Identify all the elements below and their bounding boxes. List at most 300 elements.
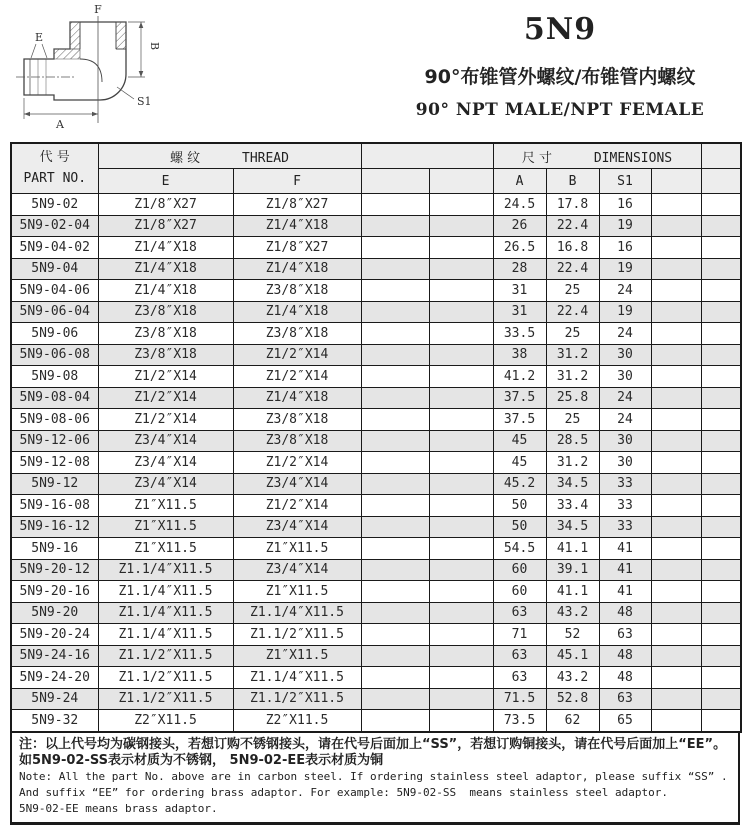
dim-a-cell: 26.5 xyxy=(493,237,546,259)
dim-b-cell: 25 xyxy=(546,280,599,302)
dim-label-a: A xyxy=(56,118,64,131)
thread-f-cell: Z1″X11.5 xyxy=(233,645,361,667)
dim-a-cell: 28 xyxy=(493,258,546,280)
dim-s1-cell: 24 xyxy=(599,280,651,302)
header-thread-en: THREAD xyxy=(242,150,289,166)
table-row xyxy=(11,452,741,474)
thread-f-cell: Z1/2″X14 xyxy=(233,344,361,366)
part-no-cell: 5N9-08 xyxy=(11,366,98,388)
thread-e-cell: Z1.1/2″X11.5 xyxy=(98,667,233,689)
spacer-cell xyxy=(361,495,429,517)
spacer-cell xyxy=(701,667,741,689)
part-no-cell: 5N9-16-08 xyxy=(11,495,98,517)
spacer-cell xyxy=(701,516,741,538)
thread-e-cell: Z1.1/2″X11.5 xyxy=(98,688,233,710)
dim-b-cell: 16.8 xyxy=(546,237,599,259)
spacer-cell xyxy=(429,280,493,302)
spacer-cell xyxy=(651,645,701,667)
spacer-cell xyxy=(361,688,429,710)
thread-e-cell: Z1/4″X18 xyxy=(98,258,233,280)
dim-b-cell: 41.1 xyxy=(546,538,599,560)
spacer-cell xyxy=(651,581,701,603)
header-part-no-cn: 代 号 xyxy=(39,149,70,165)
table-row xyxy=(11,430,741,452)
col-header-a: A xyxy=(493,169,546,194)
thread-f-cell: Z3/8″X18 xyxy=(233,280,361,302)
spacer-cell xyxy=(429,258,493,280)
dim-label-s1: S1 xyxy=(137,95,152,108)
thread-f-cell: Z1/4″X18 xyxy=(233,258,361,280)
spacer-cell xyxy=(651,194,701,216)
col-header-s1: S1 xyxy=(599,169,651,194)
col-header-f: F xyxy=(233,169,361,194)
dim-a-cell: 60 xyxy=(493,581,546,603)
thread-e-cell: Z1.1/4″X11.5 xyxy=(98,602,233,624)
dim-s1-cell: 30 xyxy=(599,366,651,388)
part-no-cell: 5N9-24-16 xyxy=(11,645,98,667)
table-row xyxy=(11,559,741,581)
part-no-cell: 5N9-04-06 xyxy=(11,280,98,302)
dim-b-cell: 52 xyxy=(546,624,599,646)
spacer-cell xyxy=(651,301,701,323)
part-no-cell: 5N9-32 xyxy=(11,710,98,732)
dim-b-cell: 22.4 xyxy=(546,301,599,323)
part-no-cell: 5N9-16 xyxy=(11,538,98,560)
dim-a-cell: 31 xyxy=(493,280,546,302)
dim-s1-cell: 16 xyxy=(599,194,651,216)
thread-f-cell: Z1.1/2″X11.5 xyxy=(233,624,361,646)
spacer-cell xyxy=(361,581,429,603)
table-row xyxy=(11,237,741,259)
thread-e-cell: Z3/4″X14 xyxy=(98,473,233,495)
thread-f-cell: Z3/4″X14 xyxy=(233,516,361,538)
spacer-cell xyxy=(651,688,701,710)
table-row xyxy=(11,516,741,538)
dim-a-cell: 24.5 xyxy=(493,194,546,216)
col-header-spacer xyxy=(651,169,701,194)
dim-s1-cell: 41 xyxy=(599,538,651,560)
dim-s1-cell: 63 xyxy=(599,688,651,710)
spacer-cell xyxy=(651,452,701,474)
spacer-cell xyxy=(429,602,493,624)
dim-b-cell: 39.1 xyxy=(546,559,599,581)
dim-s1-cell: 63 xyxy=(599,624,651,646)
thread-e-cell: Z1/2″X14 xyxy=(98,409,233,431)
spacer-cell xyxy=(701,237,741,259)
page-title-cn: 90°布锥管外螺纹/布锥管内螺纹 xyxy=(424,66,696,88)
spacer-cell xyxy=(651,344,701,366)
thread-e-cell: Z1/2″X14 xyxy=(98,387,233,409)
table-row xyxy=(11,495,741,517)
col-header-e: E xyxy=(98,169,233,194)
spacer-cell xyxy=(701,581,741,603)
dim-s1-cell: 30 xyxy=(599,344,651,366)
fitting-diagram xyxy=(14,2,218,138)
spacer-cell xyxy=(701,710,741,732)
spacer-cell xyxy=(701,387,741,409)
thread-f-cell: Z3/4″X14 xyxy=(233,473,361,495)
thread-e-cell: Z3/8″X18 xyxy=(98,344,233,366)
thread-e-cell: Z1″X11.5 xyxy=(98,538,233,560)
dim-b-cell: 34.5 xyxy=(546,473,599,495)
spacer-cell xyxy=(361,301,429,323)
spacer-cell xyxy=(429,194,493,216)
spacer-cell xyxy=(651,366,701,388)
spacer-cell xyxy=(651,667,701,689)
spacer-cell xyxy=(701,452,741,474)
part-no-cell: 5N9-12-08 xyxy=(11,452,98,474)
spacer-cell xyxy=(361,366,429,388)
spacer-cell xyxy=(429,344,493,366)
spacer-cell xyxy=(701,688,741,710)
note-line-en-2: And suffix “EE” for ordering brass adaptor. For example: 5N9-02-SS means stainless steel adaptor. xyxy=(19,785,669,799)
part-no-cell: 5N9-20 xyxy=(11,602,98,624)
dim-s1-cell: 19 xyxy=(599,258,651,280)
thread-f-cell: Z3/8″X18 xyxy=(233,323,361,345)
dim-b-cell: 31.2 xyxy=(546,452,599,474)
spacer-cell xyxy=(701,280,741,302)
spacer-cell xyxy=(429,473,493,495)
spacer-cell xyxy=(429,624,493,646)
spacer-cell xyxy=(429,516,493,538)
thread-e-cell: Z3/8″X18 xyxy=(98,323,233,345)
part-no-cell: 5N9-04-02 xyxy=(11,237,98,259)
part-no-cell: 5N9-06-08 xyxy=(11,344,98,366)
thread-f-cell: Z1.1/4″X11.5 xyxy=(233,602,361,624)
spacer-cell xyxy=(361,452,429,474)
thread-f-cell: Z3/8″X18 xyxy=(233,430,361,452)
spacer-cell xyxy=(429,387,493,409)
dim-s1-cell: 48 xyxy=(599,667,651,689)
header-dimensions-en: DIMENSIONS xyxy=(593,150,673,166)
spec-table xyxy=(10,142,742,733)
dim-a-cell: 31 xyxy=(493,301,546,323)
spacer-cell xyxy=(429,323,493,345)
header-part-no-en: PART NO. xyxy=(23,170,87,186)
spacer-cell xyxy=(361,344,429,366)
part-no-cell: 5N9-12-06 xyxy=(11,430,98,452)
page-header xyxy=(0,0,750,142)
spacer-cell xyxy=(701,538,741,560)
spacer-cell xyxy=(361,645,429,667)
table-row xyxy=(11,366,741,388)
dim-a-cell: 50 xyxy=(493,516,546,538)
thread-f-cell: Z3/4″X14 xyxy=(233,559,361,581)
thread-e-cell: Z1/8″X27 xyxy=(98,194,233,216)
table-row xyxy=(11,194,741,216)
spacer-cell xyxy=(651,280,701,302)
dim-s1-cell: 24 xyxy=(599,323,651,345)
header-spacer-left xyxy=(361,143,493,169)
spacer-cell xyxy=(361,516,429,538)
thread-f-cell: Z1/8″X27 xyxy=(233,194,361,216)
spacer-cell xyxy=(701,430,741,452)
table-row xyxy=(11,581,741,603)
spacer-cell xyxy=(701,344,741,366)
dim-b-cell: 22.4 xyxy=(546,215,599,237)
part-no-cell: 5N9-02 xyxy=(11,194,98,216)
header-dimensions-cn: 尺 寸 xyxy=(521,150,553,166)
part-no-cell: 5N9-08-04 xyxy=(11,387,98,409)
dim-b-cell: 28.5 xyxy=(546,430,599,452)
part-no-cell: 5N9-20-24 xyxy=(11,624,98,646)
thread-e-cell: Z1/4″X18 xyxy=(98,237,233,259)
dim-b-cell: 43.2 xyxy=(546,602,599,624)
table-row xyxy=(11,645,741,667)
table-head xyxy=(11,143,741,194)
dim-a-cell: 38 xyxy=(493,344,546,366)
dim-s1-cell: 65 xyxy=(599,710,651,732)
spacer-cell xyxy=(429,366,493,388)
thread-f-cell: Z2″X11.5 xyxy=(233,710,361,732)
spacer-cell xyxy=(429,215,493,237)
dim-b-cell: 41.1 xyxy=(546,581,599,603)
spacer-cell xyxy=(701,409,741,431)
dim-b-cell: 22.4 xyxy=(546,258,599,280)
header-dimensions xyxy=(493,143,701,169)
part-no-cell: 5N9-20-12 xyxy=(11,559,98,581)
thread-f-cell: Z1/4″X18 xyxy=(233,215,361,237)
spacer-cell xyxy=(651,430,701,452)
spacer-cell xyxy=(701,624,741,646)
spacer-cell xyxy=(361,473,429,495)
dim-b-cell: 62 xyxy=(546,710,599,732)
dim-s1-cell: 48 xyxy=(599,645,651,667)
thread-e-cell: Z3/4″X14 xyxy=(98,430,233,452)
dim-b-cell: 17.8 xyxy=(546,194,599,216)
part-no-cell: 5N9-12 xyxy=(11,473,98,495)
part-no-cell: 5N9-20-16 xyxy=(11,581,98,603)
dim-s1-cell: 24 xyxy=(599,387,651,409)
note-line-en-3: 5N9-02-EE means brass adaptor. xyxy=(19,801,218,815)
thread-e-cell: Z1.1/4″X11.5 xyxy=(98,624,233,646)
dim-label-e: E xyxy=(34,31,44,44)
hatch-section-right-wall xyxy=(116,22,126,49)
spacer-cell xyxy=(361,215,429,237)
dim-s1-cell: 30 xyxy=(599,452,651,474)
col-header-spacer xyxy=(429,169,493,194)
model-number: 5N9 xyxy=(523,12,597,47)
dim-s1-cell: 19 xyxy=(599,301,651,323)
dim-s1-cell: 33 xyxy=(599,516,651,538)
thread-f-cell: Z1/2″X14 xyxy=(233,495,361,517)
thread-e-cell: Z2″X11.5 xyxy=(98,710,233,732)
spacer-cell xyxy=(361,387,429,409)
thread-e-cell: Z1/2″X14 xyxy=(98,366,233,388)
dim-a-cell: 63 xyxy=(493,645,546,667)
dim-s1-cell: 19 xyxy=(599,215,651,237)
spacer-cell xyxy=(651,559,701,581)
col-header-spacer xyxy=(361,169,429,194)
dim-a-cell: 63 xyxy=(493,667,546,689)
part-no-cell: 5N9-24-20 xyxy=(11,667,98,689)
part-no-cell: 5N9-06-04 xyxy=(11,301,98,323)
spacer-cell xyxy=(651,237,701,259)
spacer-cell xyxy=(361,237,429,259)
spacer-cell xyxy=(701,258,741,280)
spacer-cell xyxy=(651,495,701,517)
spacer-cell xyxy=(429,645,493,667)
thread-f-cell: Z1/8″X27 xyxy=(233,237,361,259)
thread-e-cell: Z1.1/4″X11.5 xyxy=(98,581,233,603)
dim-b-cell: 45.1 xyxy=(546,645,599,667)
thread-f-cell: Z1/4″X18 xyxy=(233,387,361,409)
spacer-cell xyxy=(361,710,429,732)
dim-a-cell: 71 xyxy=(493,624,546,646)
dim-s1-cell: 16 xyxy=(599,237,651,259)
part-no-cell: 5N9-04 xyxy=(11,258,98,280)
dim-a-cell: 71.5 xyxy=(493,688,546,710)
spacer-cell xyxy=(429,688,493,710)
dim-a-cell: 45.2 xyxy=(493,473,546,495)
dim-b-cell: 25.8 xyxy=(546,387,599,409)
header-thread xyxy=(98,143,361,169)
dim-s1-cell: 33 xyxy=(599,473,651,495)
spacer-cell xyxy=(701,323,741,345)
spacer-cell xyxy=(651,409,701,431)
table-row xyxy=(11,624,741,646)
spacer-cell xyxy=(651,624,701,646)
spacer-cell xyxy=(361,667,429,689)
dim-b-cell: 43.2 xyxy=(546,667,599,689)
thread-f-cell: Z1.1/2″X11.5 xyxy=(233,688,361,710)
table-row xyxy=(11,667,741,689)
spacer-cell xyxy=(361,280,429,302)
spacer-cell xyxy=(361,194,429,216)
table-row xyxy=(11,215,741,237)
spacer-cell xyxy=(429,237,493,259)
dim-b-cell: 31.2 xyxy=(546,344,599,366)
spacer-cell xyxy=(361,323,429,345)
col-header-spacer xyxy=(701,169,741,194)
header-part-no xyxy=(11,143,98,194)
spacer-cell xyxy=(429,667,493,689)
note-line-en-1: Note: All the part No. above are in carbon steel. If ordering stainless steel adaptor, please suffix “SS” . xyxy=(19,769,728,783)
spacer-cell xyxy=(361,624,429,646)
header-spacer-right xyxy=(701,143,741,169)
table-row xyxy=(11,473,741,495)
table-row xyxy=(11,688,741,710)
dim-a-cell: 45 xyxy=(493,452,546,474)
spacer-cell xyxy=(701,602,741,624)
dim-a-cell: 63 xyxy=(493,602,546,624)
table-row xyxy=(11,710,741,732)
thread-e-cell: Z1/4″X18 xyxy=(98,280,233,302)
spacer-cell xyxy=(701,215,741,237)
dim-b-cell: 52.8 xyxy=(546,688,599,710)
dim-a-cell: 33.5 xyxy=(493,323,546,345)
table-row xyxy=(11,344,741,366)
thread-e-cell: Z1″X11.5 xyxy=(98,516,233,538)
spacer-cell xyxy=(429,538,493,560)
spacer-cell xyxy=(361,258,429,280)
dim-a-cell: 37.5 xyxy=(493,409,546,431)
table-row xyxy=(11,280,741,302)
spacer-cell xyxy=(651,387,701,409)
spacer-cell xyxy=(429,495,493,517)
thread-e-cell: Z1.1/2″X11.5 xyxy=(98,645,233,667)
spacer-cell xyxy=(361,409,429,431)
note-box xyxy=(10,733,740,825)
part-no-cell: 5N9-08-06 xyxy=(11,409,98,431)
table-row xyxy=(11,323,741,345)
spacer-cell xyxy=(361,602,429,624)
table-row xyxy=(11,538,741,560)
spacer-cell xyxy=(429,710,493,732)
dim-a-cell: 73.5 xyxy=(493,710,546,732)
thread-e-cell: Z1″X11.5 xyxy=(98,495,233,517)
spacer-cell xyxy=(361,538,429,560)
part-no-cell: 5N9-16-12 xyxy=(11,516,98,538)
dim-s1-cell: 48 xyxy=(599,602,651,624)
spacer-cell xyxy=(651,516,701,538)
spacer-cell xyxy=(429,409,493,431)
thread-f-cell: Z1/4″X18 xyxy=(233,301,361,323)
table-row xyxy=(11,409,741,431)
spacer-cell xyxy=(651,602,701,624)
dim-s1-cell: 33 xyxy=(599,495,651,517)
spacer-cell xyxy=(429,559,493,581)
spacer-cell xyxy=(361,559,429,581)
title-block xyxy=(382,12,738,120)
dim-s1-cell: 41 xyxy=(599,581,651,603)
spacer-cell xyxy=(361,430,429,452)
dim-label-f: F xyxy=(94,3,102,16)
spacer-cell xyxy=(651,258,701,280)
page-title-en: 90° NPT MALE/NPT FEMALE xyxy=(415,100,705,120)
spacer-cell xyxy=(651,538,701,560)
header-row-columns xyxy=(11,169,741,194)
dim-a-cell: 60 xyxy=(493,559,546,581)
dim-b-cell: 25 xyxy=(546,323,599,345)
spacer-cell xyxy=(429,452,493,474)
header-row-groups xyxy=(11,143,741,169)
table-row xyxy=(11,258,741,280)
table-row xyxy=(11,387,741,409)
spacer-cell xyxy=(701,301,741,323)
hatch-section-body xyxy=(54,49,80,59)
thread-f-cell: Z1/2″X14 xyxy=(233,452,361,474)
spacer-cell xyxy=(651,323,701,345)
header-thread-cn: 螺 纹 xyxy=(170,150,201,166)
dim-s1-cell: 41 xyxy=(599,559,651,581)
thread-e-cell: Z3/8″X18 xyxy=(98,301,233,323)
thread-f-cell: Z3/8″X18 xyxy=(233,409,361,431)
spacer-cell xyxy=(701,194,741,216)
thread-f-cell: Z1.1/4″X11.5 xyxy=(233,667,361,689)
note-line-cn-2: 如5N9-02-SS表示材质为不锈钢， 5N9-02-EE表示材质为铜 xyxy=(19,752,384,768)
spacer-cell xyxy=(651,710,701,732)
table-body xyxy=(11,194,741,732)
spacer-cell xyxy=(701,473,741,495)
spacer-cell xyxy=(651,215,701,237)
dim-label-b: B xyxy=(148,41,161,51)
thread-e-cell: Z3/4″X14 xyxy=(98,452,233,474)
dim-s1-cell: 24 xyxy=(599,409,651,431)
dim-b-cell: 31.2 xyxy=(546,366,599,388)
dim-s1-cell: 30 xyxy=(599,430,651,452)
part-no-cell: 5N9-02-04 xyxy=(11,215,98,237)
table-row xyxy=(11,602,741,624)
dim-b-cell: 33.4 xyxy=(546,495,599,517)
dim-a-cell: 54.5 xyxy=(493,538,546,560)
spacer-cell xyxy=(701,645,741,667)
dim-a-cell: 37.5 xyxy=(493,387,546,409)
spacer-cell xyxy=(651,473,701,495)
table-row xyxy=(11,301,741,323)
thread-f-cell: Z1″X11.5 xyxy=(233,581,361,603)
thread-f-cell: Z1/2″X14 xyxy=(233,366,361,388)
